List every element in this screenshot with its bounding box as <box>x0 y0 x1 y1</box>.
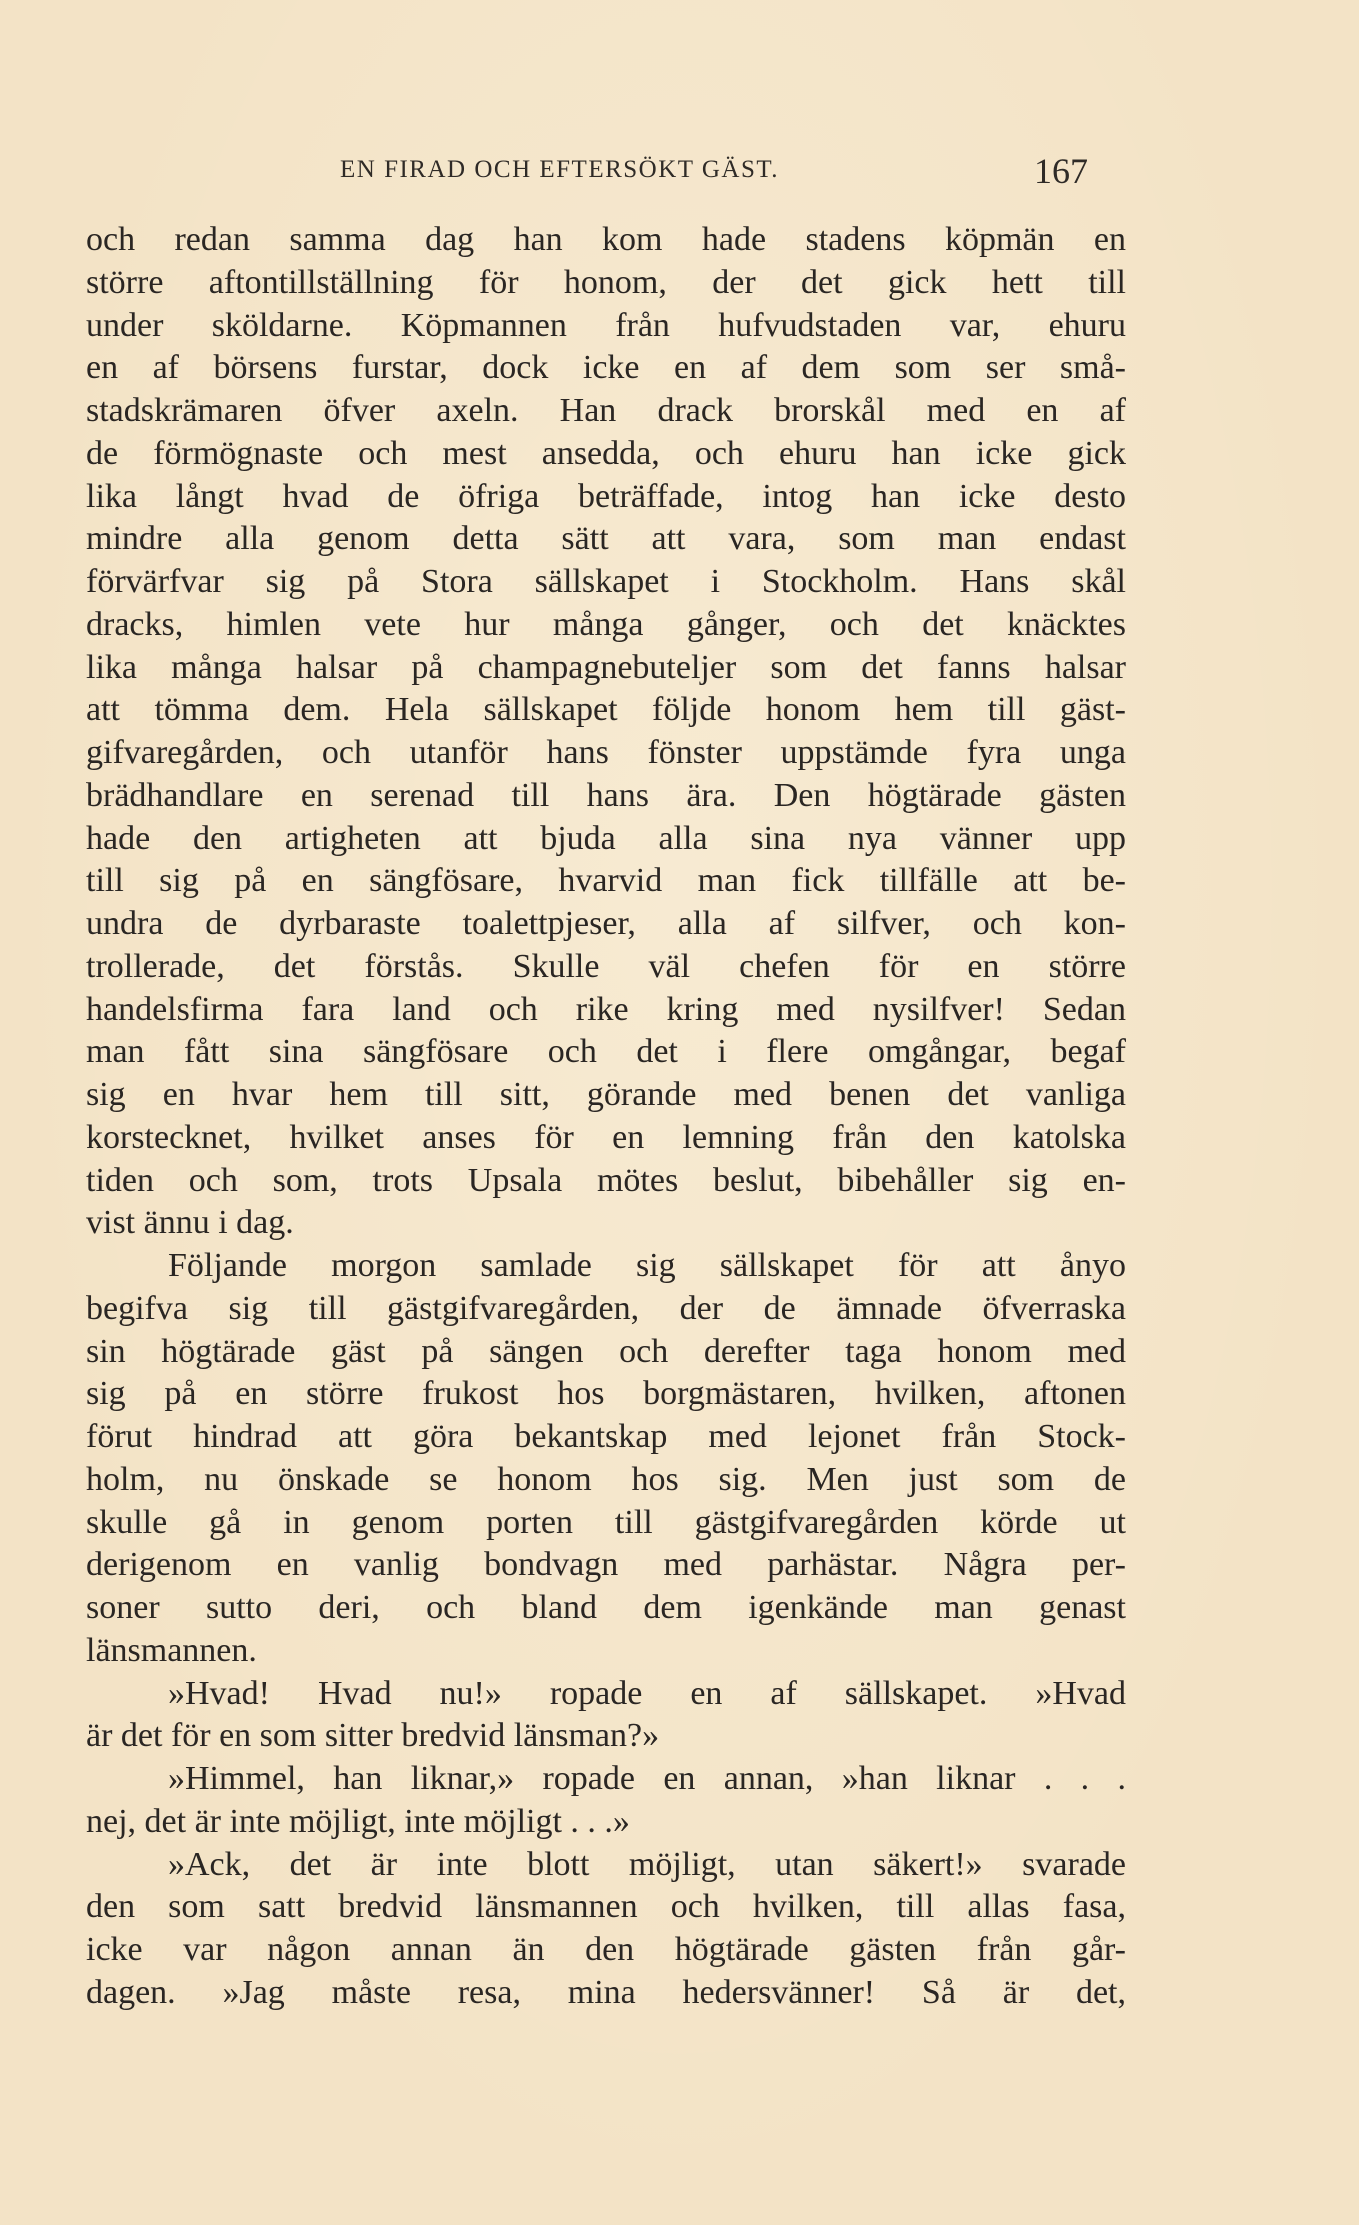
text-line: mindre alla genom detta sätt att vara, som man endast <box>86 520 1126 558</box>
text-line: Följande morgon samlade sig sällskapet för att ånyo <box>168 1247 1126 1284</box>
text-line: dracks, himlen vete hur många gånger, och det knäcktes <box>86 605 1126 643</box>
text-line: gifvaregården, och utanför hans fönster uppstämde fyra unga <box>86 734 1126 771</box>
text-line: är det för en som sitter bredvid länsman?» <box>86 1717 660 1755</box>
text-line: större aftontillställning för honom, der det gick hett till <box>86 263 1126 301</box>
text-line: hade den artigheten att bjuda alla sina nya vänner upp <box>86 819 1126 857</box>
text-line: soner sutto deri, och bland dem igenkände man genast <box>86 1589 1126 1626</box>
text-line: man fått sina sängfösare och det i flere omgångar, begaf <box>86 1033 1126 1071</box>
text-line: icke var någon annan än den högtärade gästen från går- <box>86 1931 1126 1968</box>
text-line: att tömma dem. Hela sällskapet följde honom hem till gäst- <box>86 691 1126 729</box>
text-line: förvärfvar sig på Stora sällskapet i Stockholm. Hans skål <box>86 563 1126 600</box>
text-line: lika många halsar på champagnebuteljer som det fanns halsar <box>86 648 1126 686</box>
text-line: »Himmel, han liknar,» ropade en annan, »han liknar . . . <box>168 1760 1126 1797</box>
text-line: holm, nu önskade se honom hos sig. Men just som de <box>86 1460 1126 1498</box>
text-line: trollerade, det förstås. Skulle väl chefen för en större <box>86 947 1126 985</box>
text-line: vist ännu i dag. <box>86 1204 294 1242</box>
text-line: dagen. »Jag måste resa, mina hedersvänner! Så är det, <box>86 1973 1126 2011</box>
text-line: lika långt hvad de öfriga beträffade, intog han icke desto <box>86 477 1126 515</box>
text-line: en af börsens furstar, dock icke en af dem som ser små- <box>86 349 1126 387</box>
text-line: handelsfirma fara land och rike kring med nysilfver! Sedan <box>86 990 1126 1028</box>
text-line: sig en hvar hem till sitt, görande med benen det vanliga <box>86 1076 1126 1113</box>
text-line: förut hindrad att göra bekantskap med lejonet från Stock- <box>86 1418 1126 1455</box>
text-line: länsmannen. <box>86 1631 257 1669</box>
text-line: sig på en större frukost hos borgmästaren, hvilken, aftonen <box>86 1375 1126 1413</box>
text-line: och redan samma dag han kom hade stadens köpmän en <box>86 221 1126 258</box>
text-line: begifva sig till gästgifvaregården, der de ämnade öfverraska <box>86 1289 1126 1327</box>
text-line: skulle gå in genom porten till gästgifvaregården körde ut <box>86 1503 1126 1541</box>
text-line: under sköldarne. Köpmannen från hufvudstaden var, ehuru <box>86 306 1126 344</box>
text-line: »Hvad! Hvad nu!» ropade en af sällskapet. »Hvad <box>168 1674 1126 1712</box>
body-text <box>86 219 1126 2015</box>
text-line: brädhandlare en serenad till hans ära. Den högtärade gästen <box>86 776 1126 814</box>
text-line: de förmögnaste och mest ansedda, och ehuru han icke gick <box>86 434 1126 472</box>
text-line: till sig på en sängfösare, hvarvid man fick tillfälle att be- <box>86 862 1126 900</box>
text-line: undra de dyrbaraste toalettpjeser, alla af silfver, och kon- <box>86 905 1126 942</box>
text-line: sin högtärade gäst på sängen och derefter taga honom med <box>86 1332 1126 1370</box>
running-head <box>0 150 1359 190</box>
text-line: derigenom en vanlig bondvagn med parhästar. Några per- <box>86 1546 1126 1584</box>
text-line: nej, det är inte möjligt, inte möjligt . . .» <box>86 1802 630 1840</box>
running-title: EN FIRAD OCH EFTERSÖKT GÄST. <box>340 156 780 183</box>
text-line: korstecknet, hvilket anses för en lemning från den katolska <box>86 1118 1126 1156</box>
text-line: stadskrämaren öfver axeln. Han drack brorskål med en af <box>86 392 1126 429</box>
text-line: den som satt bredvid länsmannen och hvilken, till allas fasa, <box>86 1888 1126 1926</box>
text-line: »Ack, det är inte blott möjligt, utan säkert!» svarade <box>168 1845 1126 1883</box>
page-number: 167 <box>1034 151 1088 191</box>
text-line: tiden och som, trots Upsala mötes beslut, bibehåller sig en- <box>86 1161 1126 1199</box>
